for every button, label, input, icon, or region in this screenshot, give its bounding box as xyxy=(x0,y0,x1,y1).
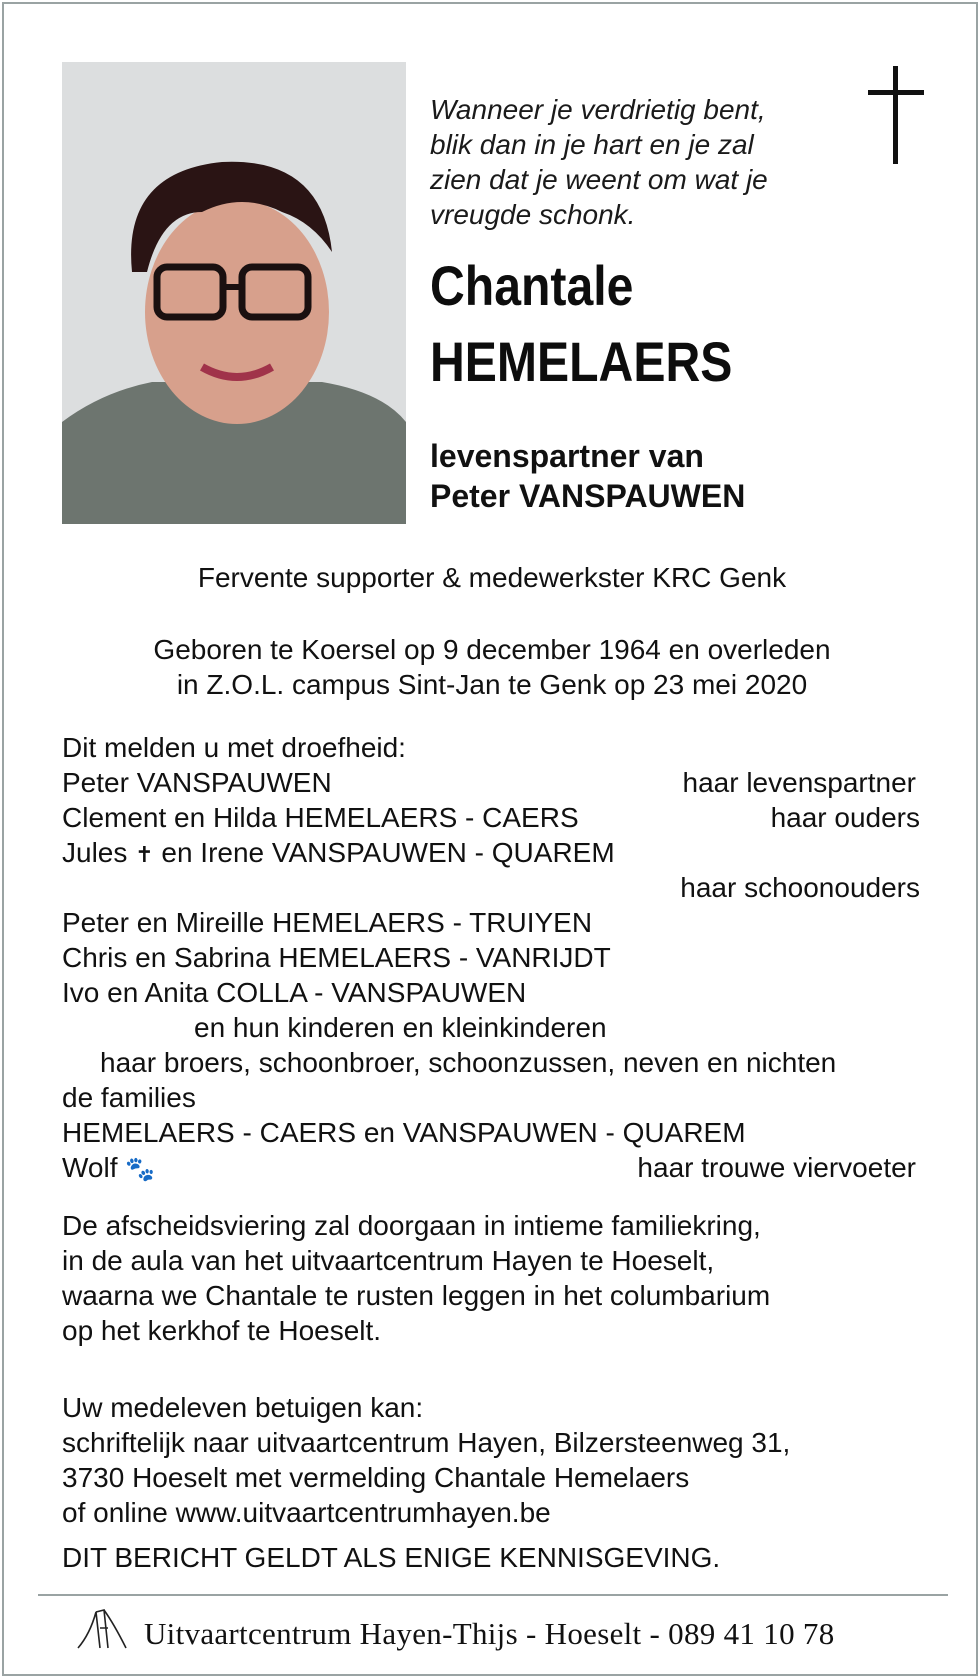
family-relation: haar trouwe viervoeter xyxy=(637,1152,916,1183)
family-name: en hun kinderen en kleinkinderen xyxy=(194,1012,607,1043)
family-row xyxy=(62,1150,920,1185)
supporter-line: Fervente supporter & medewerkster KRC Genk xyxy=(197,562,787,593)
family-row xyxy=(62,1080,920,1115)
ceremony-line: De afscheidsviering zal doorgaan in intieme familiekring, xyxy=(62,1210,761,1241)
paw-icon: 🐾 xyxy=(125,1156,156,1183)
family-name xyxy=(62,835,615,872)
family-name xyxy=(62,1150,155,1187)
family-row xyxy=(62,765,920,800)
funeral-home-logo-icon xyxy=(74,1604,130,1652)
divider xyxy=(38,1594,948,1596)
family-name-part: en Irene VANSPAUWEN - QUAREM xyxy=(153,837,615,868)
family-row xyxy=(62,870,920,905)
condolence-info xyxy=(62,1390,922,1530)
pet-name: Wolf xyxy=(62,1152,126,1183)
family-name: Clement en Hilda HEMELAERS - CAERS xyxy=(62,802,579,833)
last-name: HEMELAERS xyxy=(430,330,733,393)
family-name: de families xyxy=(62,1082,196,1113)
ceremony-line: op het kerkhof te Hoeselt. xyxy=(62,1315,382,1346)
family-name: haar broers, schoonbroer, schoonzussen, neven en nichten xyxy=(100,1047,837,1078)
family-name: HEMELAERS - CAERS en VANSPAUWEN - QUAREM xyxy=(62,1117,746,1148)
family-relation: haar schoonouders xyxy=(680,872,920,903)
funeral-home-footer: Uitvaartcentrum Hayen-Thijs - Hoeselt - 089 41 10 78 xyxy=(144,1616,835,1651)
birth-death-info xyxy=(4,632,980,702)
obituary-card xyxy=(2,2,978,1676)
family-row xyxy=(62,835,920,870)
condolence-line: schriftelijk naar uitvaartcentrum Hayen, Bilzersteenweg 31, xyxy=(62,1427,791,1458)
family-row xyxy=(62,1010,920,1045)
family-relation: haar ouders xyxy=(770,802,920,833)
family-row xyxy=(62,1115,920,1150)
portrait-illustration xyxy=(62,62,406,524)
condolence-line: Uw medeleven betuigen kan: xyxy=(62,1392,424,1423)
partner-name: Peter VANSPAUWEN xyxy=(430,478,746,514)
family-name: Peter VANSPAUWEN xyxy=(62,767,332,798)
ceremony-info xyxy=(62,1208,922,1348)
poem: Wanneer je verdrietig bent, blik dan in je hart en je zal zien dat je weent om wat je vreugde schonk. xyxy=(430,94,768,230)
ceremony-line: waarna we Chantale te rusten leggen in het columbarium xyxy=(62,1280,771,1311)
family-row xyxy=(62,800,920,835)
family-name: Chris en Sabrina HEMELAERS - VANRIJDT xyxy=(62,942,611,973)
condolence-line: 3730 Hoeselt met vermelding Chantale Hemelaers xyxy=(62,1462,690,1493)
cross-icon xyxy=(868,66,924,164)
family-name: Ivo en Anita COLLA - VANSPAUWEN xyxy=(62,977,527,1008)
notice-text: DIT BERICHT GELDT ALS ENIGE KENNISGEVING. xyxy=(62,1542,721,1573)
family-intro xyxy=(62,730,920,765)
birth-line-1: Geboren te Koersel op 9 december 1964 en overleden xyxy=(153,634,831,665)
family-row xyxy=(62,940,920,975)
deceased-cross-icon: ✝ xyxy=(135,842,154,867)
family-relation: haar levenspartner xyxy=(682,767,916,798)
family-row xyxy=(62,975,920,1010)
partner-label: levenspartner van xyxy=(430,438,704,474)
partner-info xyxy=(430,436,745,516)
family-name: Peter en Mireille HEMELAERS - TRUIYEN xyxy=(62,907,593,938)
ceremony-line: in de aula van het uitvaartcentrum Hayen te Hoeselt, xyxy=(62,1245,715,1276)
first-name: Chantale xyxy=(430,254,634,317)
birth-line-2: in Z.O.L. campus Sint-Jan te Genk op 23 mei 2020 xyxy=(176,669,808,700)
deceased-name xyxy=(430,248,732,400)
portrait-photo xyxy=(62,62,406,524)
family-row xyxy=(62,905,920,940)
condolence-line: of online www.uitvaartcentrumhayen.be xyxy=(62,1497,551,1528)
family-list xyxy=(62,730,920,1185)
family-name-part: Jules xyxy=(62,837,136,868)
family-row xyxy=(62,1045,920,1080)
family-intro-text: Dit melden u met droefheid: xyxy=(62,732,406,763)
